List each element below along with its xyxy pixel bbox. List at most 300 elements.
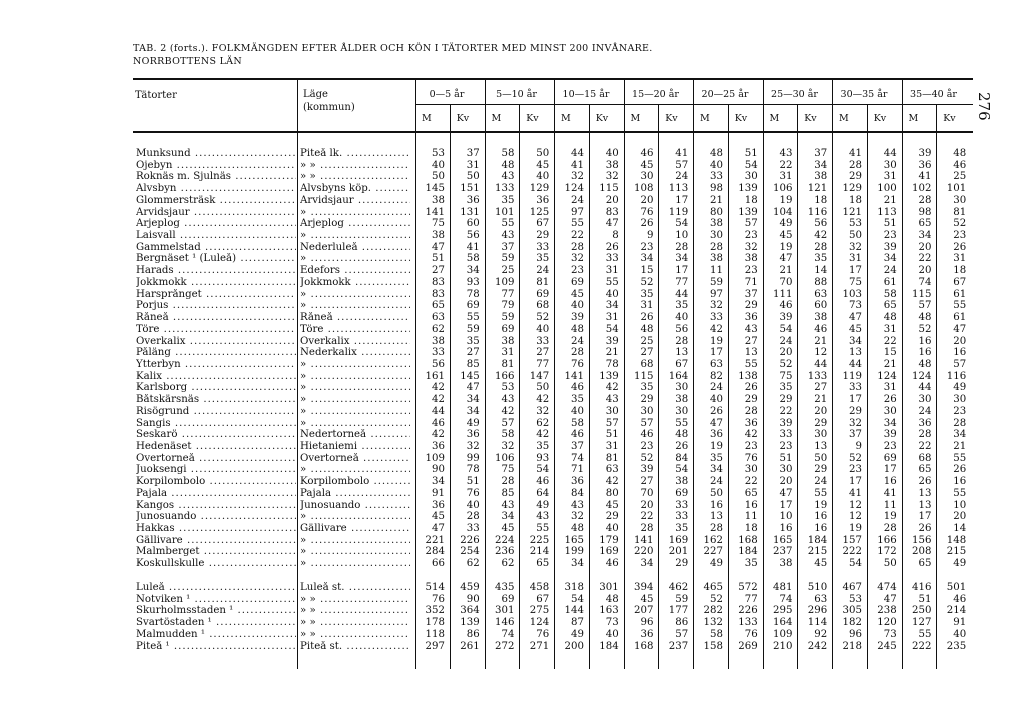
value-male: 36	[710, 429, 723, 441]
value-male: 141	[425, 206, 445, 218]
value-female: 54	[675, 464, 689, 476]
value-male: 129	[842, 183, 862, 195]
value-male: 48	[571, 523, 584, 535]
sex-header-m: M	[630, 113, 641, 124]
value-female: 21	[605, 347, 619, 359]
value-female: 24	[883, 265, 897, 277]
value-male: 75	[779, 370, 793, 382]
value-female: 30	[744, 464, 758, 476]
value-male: 22	[918, 441, 932, 452]
value-female: 30	[744, 171, 758, 183]
value-male: 15	[640, 265, 654, 277]
value-male: 23	[571, 265, 584, 277]
value-female: 39	[883, 241, 897, 253]
value-male: 16	[710, 499, 723, 511]
value-male: 98	[918, 206, 932, 218]
value-male: 23	[640, 241, 654, 253]
age-group-header: 20—25 år	[701, 89, 749, 100]
value-female: 46	[536, 476, 550, 488]
value-male: 77	[501, 288, 515, 300]
value-male: 34	[849, 335, 862, 347]
value-male: 44	[432, 405, 445, 417]
value-female: 61	[953, 288, 967, 300]
value-female: 57	[953, 358, 967, 370]
value-male: 17	[849, 476, 862, 488]
value-male: 48	[918, 358, 932, 370]
sex-header-kv: Kv	[734, 113, 748, 124]
place-name: Piteå ¹ .....	[136, 641, 296, 653]
value-male: 41	[849, 148, 862, 159]
value-female: 226	[738, 605, 758, 617]
municipality: Arjeplog .....	[300, 218, 410, 230]
value-female: 55	[466, 312, 480, 324]
value-female: 93	[536, 452, 550, 464]
value-male: 46	[640, 148, 654, 159]
value-female: 50	[466, 171, 480, 183]
value-male: 36	[918, 417, 932, 429]
value-female: 116	[946, 370, 967, 382]
value-male: 45	[571, 288, 584, 300]
municipality: » .....	[300, 535, 410, 547]
value-male: 237	[773, 546, 793, 558]
column-rule	[415, 79, 416, 669]
sex-header-kv: Kv	[595, 113, 609, 124]
value-male: 74	[571, 452, 584, 464]
value-female: 275	[529, 605, 550, 617]
value-female: 22	[883, 335, 897, 347]
value-female: 38	[605, 159, 619, 171]
value-male: 59	[710, 276, 723, 288]
value-female: 54	[605, 323, 619, 335]
value-male: 52	[710, 593, 723, 605]
value-male: 32	[849, 241, 862, 253]
municipality: » .....	[300, 546, 410, 558]
value-female: 50	[536, 382, 550, 394]
value-male: 39	[918, 148, 932, 159]
value-female: 26	[744, 382, 758, 394]
value-female: 59	[466, 323, 480, 335]
value-male: 31	[779, 171, 793, 183]
place-name: Arvidsjaur .....	[136, 207, 296, 219]
header-top-rule	[133, 78, 973, 80]
value-male: 38	[779, 558, 793, 570]
value-male: 49	[779, 218, 793, 230]
value-male: 16	[779, 523, 793, 535]
value-female: 35	[466, 335, 480, 347]
value-female: 48	[953, 148, 967, 159]
value-male: 115	[634, 370, 654, 382]
value-female: 572	[738, 581, 758, 593]
value-male: 80	[710, 206, 723, 218]
value-female: 235	[946, 640, 967, 652]
value-female: 28	[466, 511, 480, 523]
value-female: 30	[883, 405, 897, 417]
value-male: 26	[918, 523, 932, 535]
value-female: 18	[744, 194, 758, 206]
value-female: 35	[675, 300, 689, 312]
value-female: 88	[814, 276, 828, 288]
value-male: 227	[703, 546, 723, 558]
value-female: 31	[605, 441, 619, 452]
value-female: 48	[605, 593, 619, 605]
place-name: Påläng .....	[136, 347, 296, 359]
value-male: 17	[779, 499, 793, 511]
value-male: 97	[571, 206, 584, 218]
value-male: 30	[710, 230, 723, 242]
value-male: 58	[710, 628, 723, 640]
value-male: 34	[571, 558, 584, 570]
sex-header-m: M	[839, 113, 849, 124]
value-male: 145	[425, 183, 445, 195]
column-rule	[554, 79, 555, 669]
place-name: Luleå .....	[136, 582, 296, 594]
value-male: 39	[779, 312, 793, 324]
value-male: 57	[640, 417, 654, 429]
place-name: Älvsbyn .....	[136, 183, 296, 195]
value-female: 33	[605, 253, 619, 265]
value-female: 139	[460, 617, 480, 629]
value-male: 84	[571, 487, 584, 499]
value-female: 116	[807, 206, 828, 218]
value-male: 22	[571, 230, 584, 242]
municipality: » .....	[300, 359, 410, 371]
place-name: Kalix .....	[136, 371, 296, 383]
value-male: 43	[501, 230, 515, 242]
value-female: 31	[883, 382, 897, 394]
value-male: 28	[918, 194, 932, 206]
value-female: 86	[675, 617, 689, 629]
value-male: 45	[432, 511, 445, 523]
value-male: 55	[501, 218, 515, 230]
value-female: 16	[953, 476, 967, 488]
value-male: 76	[571, 358, 584, 370]
place-name: Risögrund .....	[136, 406, 296, 418]
value-female: 28	[675, 241, 689, 253]
value-female: 60	[814, 300, 828, 312]
value-male: 34	[640, 253, 654, 265]
column-rule	[450, 104, 451, 669]
value-male: 12	[849, 511, 862, 523]
place-name: Råneå .....	[136, 312, 296, 324]
value-female: 91	[953, 617, 967, 629]
value-female: 54	[536, 464, 550, 476]
value-male: 43	[779, 148, 793, 159]
value-male: 352	[425, 605, 445, 617]
municipality: » .....	[300, 230, 410, 242]
value-female: 51	[466, 476, 480, 488]
value-male: 91	[432, 487, 445, 499]
value-male: 13	[918, 499, 932, 511]
value-female: 92	[814, 628, 828, 640]
value-male: 103	[842, 288, 862, 300]
value-female: 34	[883, 253, 897, 265]
value-male: 43	[501, 499, 515, 511]
value-male: 199	[564, 546, 584, 558]
value-female: 8	[612, 230, 619, 242]
value-female: 184	[807, 534, 828, 546]
value-male: 28	[640, 523, 654, 535]
value-male: 50	[710, 487, 723, 499]
value-male: 38	[432, 335, 445, 347]
value-male: 32	[710, 300, 723, 312]
value-female: 34	[814, 159, 828, 171]
value-female: 301	[599, 581, 619, 593]
value-male: 51	[432, 253, 445, 265]
value-female: 113	[877, 206, 897, 218]
column-rule	[658, 104, 659, 669]
value-male: 75	[849, 276, 862, 288]
value-male: 45	[501, 523, 515, 535]
value-male: 54	[849, 558, 862, 570]
value-male: 12	[849, 499, 862, 511]
value-female: 61	[883, 276, 897, 288]
value-female: 38	[814, 171, 828, 183]
value-male: 182	[842, 617, 862, 629]
value-male: 83	[432, 276, 445, 288]
value-female: 71	[744, 276, 758, 288]
value-female: 36	[744, 417, 758, 429]
header-place: Tätorter	[135, 90, 177, 101]
value-female: 31	[953, 253, 967, 265]
value-female: 30	[883, 159, 897, 171]
value-male: 31	[849, 253, 862, 265]
value-female: 43	[744, 323, 758, 335]
value-female: 147	[529, 370, 550, 382]
value-male: 85	[501, 487, 515, 499]
value-male: 207	[634, 605, 654, 617]
value-male: 108	[634, 183, 654, 195]
value-female: 23	[953, 405, 967, 417]
value-male: 45	[849, 323, 862, 335]
value-male: 65	[918, 558, 932, 570]
municipality: Nederluleå .....	[300, 242, 410, 254]
value-male: 118	[425, 628, 445, 640]
value-male: 49	[571, 628, 584, 640]
value-female: 65	[744, 487, 758, 499]
value-male: 18	[849, 194, 862, 206]
place-name: Roknäs m. Sjulnäs .....	[136, 171, 296, 183]
municipality: Överkalix .....	[300, 336, 410, 348]
sex-header-m: M	[561, 113, 571, 124]
value-female: 21	[883, 358, 897, 370]
value-female: 21	[883, 194, 897, 206]
value-female: 30	[675, 405, 689, 417]
municipality: Edefors .....	[300, 265, 410, 277]
value-female: 26	[953, 241, 967, 253]
value-female: 52	[536, 312, 550, 324]
value-female: 69	[883, 452, 897, 464]
value-male: 31	[640, 300, 654, 312]
sex-header-m: M	[491, 113, 502, 124]
value-male: 22	[640, 511, 654, 523]
value-male: 45	[640, 159, 654, 171]
value-male: 305	[842, 605, 862, 617]
value-male: 141	[634, 534, 654, 546]
value-male: 25	[640, 335, 654, 347]
value-female: 13	[744, 347, 758, 359]
value-male: 53	[432, 148, 445, 159]
value-male: 30	[640, 171, 654, 183]
age-group-header: 35—40 år	[910, 89, 957, 100]
value-male: 111	[773, 288, 793, 300]
place-name: Sangis .....	[136, 418, 296, 430]
value-female: 55	[675, 417, 689, 429]
value-female: 32	[466, 441, 480, 452]
value-male: 33	[779, 429, 793, 441]
value-male: 58	[501, 429, 515, 441]
place-name: Ytterbyn .....	[136, 359, 296, 371]
value-male: 47	[779, 487, 793, 499]
place-name: Gällivare .....	[136, 535, 296, 547]
value-male: 19	[779, 241, 793, 253]
value-male: 34	[710, 464, 723, 476]
value-female: 67	[675, 358, 689, 370]
value-female: 45	[814, 558, 828, 570]
value-male: 52	[640, 452, 654, 464]
value-female: 151	[460, 183, 480, 195]
value-female: 62	[536, 417, 550, 429]
value-female: 73	[605, 617, 619, 629]
value-female: 35	[814, 253, 828, 265]
value-male: 59	[501, 312, 515, 324]
value-female: 501	[946, 581, 967, 593]
value-male: 46	[640, 429, 654, 441]
value-male: 178	[425, 617, 445, 629]
value-female: 40	[605, 628, 619, 640]
value-female: 24	[814, 476, 828, 488]
value-female: 27	[744, 335, 758, 347]
page-number: 276	[975, 92, 993, 121]
value-male: 28	[501, 476, 515, 488]
value-female: 184	[599, 640, 619, 652]
value-female: 34	[883, 417, 897, 429]
value-female: 81	[605, 452, 619, 464]
municipality: Piteå lk. .....	[300, 148, 410, 160]
value-female: 100	[877, 183, 897, 195]
value-female: 46	[953, 159, 967, 171]
value-male: 21	[710, 194, 723, 206]
value-female: 50	[883, 558, 897, 570]
value-female: 26	[605, 241, 619, 253]
place-name: Porjus .....	[136, 300, 296, 312]
value-male: 71	[571, 464, 584, 476]
municipality: » » .....	[300, 171, 410, 183]
value-male: 58	[501, 148, 515, 159]
value-male: 481	[773, 581, 793, 593]
value-female: 145	[460, 370, 480, 382]
value-male: 45	[779, 230, 793, 242]
value-female: 78	[466, 288, 480, 300]
value-female: 462	[668, 581, 689, 593]
value-male: 109	[425, 452, 445, 464]
value-female: 458	[529, 581, 550, 593]
value-male: 124	[564, 183, 584, 195]
value-female: 67	[953, 276, 967, 288]
value-female: 73	[883, 628, 897, 640]
value-female: 215	[807, 546, 828, 558]
value-male: 318	[564, 581, 584, 593]
value-male: 47	[849, 312, 862, 324]
value-male: 27	[640, 476, 654, 488]
value-male: 37	[501, 241, 515, 253]
value-male: 301	[495, 605, 515, 617]
value-female: 40	[605, 288, 619, 300]
value-female: 42	[536, 429, 550, 441]
value-male: 62	[501, 558, 515, 570]
value-male: 52	[779, 358, 793, 370]
value-male: 45	[640, 593, 654, 605]
value-female: 37	[744, 288, 758, 300]
value-female: 23	[744, 441, 758, 452]
value-female: 26	[883, 394, 897, 406]
value-male: 47	[432, 523, 445, 535]
value-female: 214	[529, 546, 550, 558]
value-female: 17	[883, 464, 897, 476]
value-male: 40	[710, 159, 723, 171]
value-female: 40	[536, 323, 550, 335]
value-female: 38	[675, 394, 689, 406]
value-female: 21	[814, 394, 828, 406]
value-female: 69	[675, 487, 689, 499]
place-name: Harads .....	[136, 265, 296, 277]
value-female: 40	[466, 499, 480, 511]
county-subtitle: NORRBOTTENS LÄN	[133, 56, 242, 67]
value-male: 23	[849, 464, 862, 476]
value-male: 26	[710, 405, 723, 417]
value-male: 22	[779, 405, 793, 417]
sex-header-kv: Kv	[873, 113, 887, 124]
value-male: 17	[849, 394, 862, 406]
value-female: 139	[599, 370, 619, 382]
value-female: 138	[738, 370, 758, 382]
value-female: 20	[814, 405, 828, 417]
value-male: 38	[432, 194, 445, 206]
value-female: 62	[466, 558, 480, 570]
value-male: 26	[918, 476, 932, 488]
value-female: 237	[668, 640, 689, 652]
value-female: 133	[807, 370, 828, 382]
value-female: 139	[738, 206, 758, 218]
value-female: 36	[536, 194, 550, 206]
value-male: 31	[501, 347, 515, 359]
value-male: 76	[640, 206, 654, 218]
municipality: Piteå st. .....	[300, 641, 410, 653]
value-female: 33	[675, 511, 689, 523]
value-female: 43	[605, 394, 619, 406]
place-name: Övertorneå .....	[136, 453, 296, 465]
value-male: 49	[710, 558, 723, 570]
value-male: 13	[849, 347, 862, 359]
value-male: 43	[571, 499, 584, 511]
value-female: 35	[536, 253, 550, 265]
value-female: 31	[883, 171, 897, 183]
value-female: 125	[529, 206, 550, 218]
municipality: » .....	[300, 371, 410, 383]
value-male: 34	[918, 230, 932, 242]
column-rule	[832, 79, 833, 669]
value-male: 32	[571, 171, 584, 183]
value-male: 42	[501, 405, 515, 417]
value-male: 102	[912, 183, 932, 195]
value-female: 215	[946, 546, 967, 558]
value-male: 27	[432, 265, 445, 277]
value-male: 68	[640, 358, 654, 370]
value-female: 242	[807, 640, 828, 652]
value-female: 33	[536, 241, 550, 253]
header-location-text: Läge (kommun)	[303, 89, 355, 113]
value-male: 56	[432, 358, 445, 370]
value-male: 165	[564, 534, 584, 546]
